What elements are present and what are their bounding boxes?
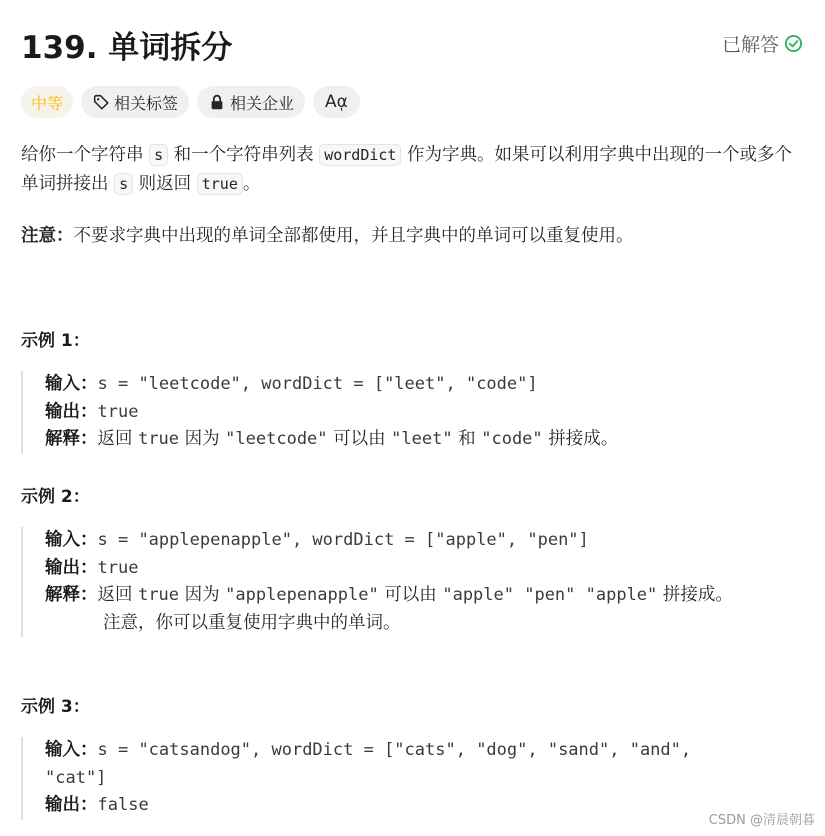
title-row xyxy=(21,20,803,66)
translate-icon: Aᾳ xyxy=(325,92,348,112)
output-label: 输出： xyxy=(45,401,98,422)
explain-text: 和 xyxy=(452,429,482,449)
difficulty-badge[interactable]: 中等 xyxy=(21,86,73,118)
input-label: 输入： xyxy=(45,740,98,760)
example-2-block xyxy=(21,527,803,637)
output-label: 输出： xyxy=(45,795,98,815)
translate-button[interactable] xyxy=(313,86,360,118)
note-label: 注意： xyxy=(21,226,74,246)
example-3-header: 示例 3： xyxy=(21,697,90,717)
explain-code: "code" xyxy=(481,429,543,449)
inline-code: s xyxy=(114,173,133,195)
explain-code: "apple" "pen" "apple" xyxy=(442,585,658,605)
lock-icon xyxy=(208,93,226,111)
desc-text: 给你一个字符串 xyxy=(21,145,150,165)
explain-text: 因为 xyxy=(179,585,226,605)
explain-text: 拼接成。 xyxy=(657,585,733,605)
desc-text: 和一个字符串列表 xyxy=(168,145,320,165)
desc-text: 。 xyxy=(242,174,261,194)
example-2-extra-note: 注意，你可以重复使用字典中的单词。 xyxy=(103,612,401,633)
desc-text: 作为字典。如果可以利用字典中出现的一个或多个单词拼接出 xyxy=(21,145,793,194)
related-tags-label: 相关标签 xyxy=(114,93,179,113)
example-2-output-line xyxy=(45,555,803,583)
input-value: s = "applepenapple", wordDict = ["apple", "pen"] xyxy=(97,530,589,550)
input-value: s = "leetcode", wordDict = ["leet", "code"] xyxy=(97,374,538,394)
output-label: 输出： xyxy=(45,557,98,578)
solved-label: 已解答 xyxy=(721,34,779,56)
input-value: s = "catsandog", wordDict = ["cats", "dog", "sand", "and", xyxy=(97,740,692,760)
explain-text: 可以由 xyxy=(378,585,443,605)
explain-text: 返回 xyxy=(97,585,139,605)
example-3-input-continuation xyxy=(45,765,803,793)
example-1-block xyxy=(21,371,803,454)
solved-status xyxy=(722,30,803,57)
related-companies-button[interactable] xyxy=(197,86,305,118)
related-companies-label: 相关企业 xyxy=(230,93,295,113)
example-2-explain-line xyxy=(45,582,803,610)
example-2-header: 示例 2： xyxy=(21,487,90,507)
note-text: 不要求字典中出现的单词全部都使用，并且字典中的单词可以重复使用。 xyxy=(73,226,634,246)
example-2-input-line xyxy=(45,527,803,555)
explain-code: true xyxy=(138,585,180,605)
tag-icon xyxy=(92,93,110,111)
check-circle-icon xyxy=(784,34,803,53)
problem-description xyxy=(21,141,803,199)
explain-code: "applepenapple" xyxy=(225,585,379,605)
tag-bar xyxy=(21,86,360,118)
explain-label: 解释： xyxy=(45,585,98,605)
desc-text: 则返回 xyxy=(133,174,197,194)
explain-text: 可以由 xyxy=(327,429,392,449)
output-value: true xyxy=(97,557,139,578)
example-1-output-line xyxy=(45,399,803,427)
explain-code: "leet" xyxy=(391,429,453,449)
explain-code: true xyxy=(138,429,180,449)
example-3-input-line xyxy=(45,737,803,765)
example-3-block xyxy=(21,737,803,820)
inline-code: s xyxy=(149,144,168,166)
explain-code: "leetcode" xyxy=(225,429,328,449)
explain-text: 返回 xyxy=(97,429,139,449)
problem-title[interactable]: 139. 单词拆分 xyxy=(21,30,233,66)
explain-label: 解释： xyxy=(45,429,98,449)
example-1-input-line xyxy=(45,371,803,399)
inline-code: true xyxy=(197,173,243,195)
explain-text: 因为 xyxy=(179,429,226,449)
output-value: true xyxy=(97,401,139,422)
input-value-continued: "cat"] xyxy=(45,767,107,788)
input-label: 输入： xyxy=(45,530,98,550)
inline-code: wordDict xyxy=(319,144,401,166)
example-1-explain-line xyxy=(45,426,803,454)
related-tags-button[interactable] xyxy=(81,86,189,118)
example-1-header: 示例 1： xyxy=(21,331,90,351)
input-label: 输入： xyxy=(45,374,98,394)
explain-text: 拼接成。 xyxy=(542,429,619,449)
example-3-output-line xyxy=(45,792,803,820)
watermark: CSDN @清晨朝暮 xyxy=(708,813,815,828)
problem-note xyxy=(21,222,803,251)
output-value: false xyxy=(97,795,149,815)
